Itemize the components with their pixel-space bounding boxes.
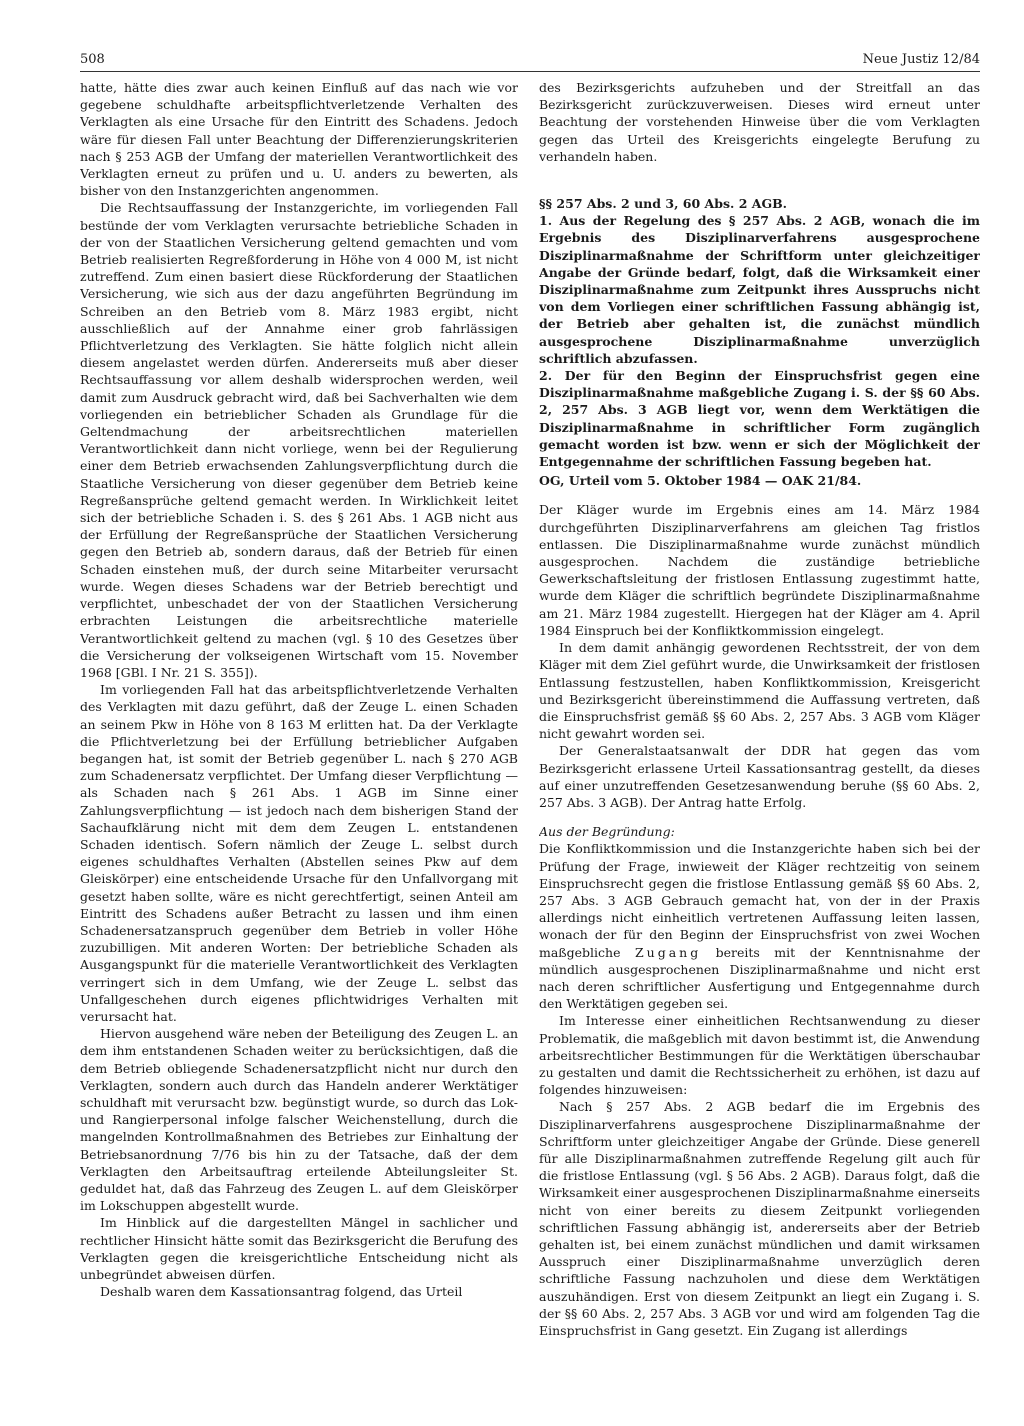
- text-run: Die Konfliktkommission und die Instanzgerichte haben sich bei der Prüfung der Frage, inwieweit der Kläger rechtzeitig von seinem Einspruchsrecht gegen die fristlose Entlassung gemäß §§ 60 Abs. 2, 257 Abs. 3 AGB Gebrauch gemacht hat, von der in der Praxis allerdings nicht einheitlich vertretenen Auffassung leiten lassen, wonach der für den Beginn der Einspruchsfrist von zwei Wochen maßgebliche: [539, 841, 980, 960]
- paragraph: Hiervon ausgehend wäre neben der Beteiligung des Zeugen L. an dem ihm entstandenen Schaden weiter zu berücksichtigen, daß die dem Betrieb obliegende Schadenersatzpflicht nicht nur durch den Verklagten, sondern auch durch das Handeln anderer Werktätiger schuldhaft mit verursacht bzw. begünstigt wurde, so durch das Lok- und Rangierpersonal infolge falscher Weichenstellung, durch die mangelnden Kontrollmaßnahmen des Betriebes zur Einhaltung der Betriebsanordnung 7/76 bis hin zu der Tatsache, daß der dem Verklagten den Arbeitsauftrag erteilende Abteilungsleiter St. geduldet hat, daß das Fahrzeug des Zeugen L. auf dem Gleiskörper im Lokschuppen abgestellt wurde.: [80, 1026, 518, 1214]
- emphasized-term: Zugang: [634, 944, 702, 960]
- journal-issue: Neue Justiz 12/84: [862, 52, 980, 67]
- section-gap: [539, 489, 980, 501]
- headnote-1: 1. Aus der Regelung des § 257 Abs. 2 AGB, wonach die im Ergebnis des Disziplinarverfahrens ausgesprochene Disziplinarmaßnahme der Schriftform unter gleichzeitiger Angabe der Gründe bedarf, folgt, daß die Wirksamkeit einer Disziplinarmaßnahme zum Zeitpunkt ihres Ausspruchs nicht von dem Vorliegen einer schriftlichen Fassung abhängig ist, der Betrieb aber gehalten ist, die zunächst mündlich ausgesprochene Disziplinarmaßnahme unverzüglich schriftlich abzufassen.: [539, 213, 980, 366]
- paragraph: Nach § 257 Abs. 2 AGB bedarf die im Ergebnis des Disziplinarverfahrens ausgesprochene Disziplinarmaßnahme der Schriftform unter gleichzeitiger Angabe der Gründe. Diese generell für alle Disziplinarmaßnahmen zutreffende Regelung gilt auch für die fristlose Entlassung (vgl. § 56 Abs. 2 AGB). Daraus folgt, daß die Wirksamkeit einer ausgesprochenen Disziplinarmaßnahme einerseits nicht von einer bereits zu diesem Zeitpunkt vorliegenden schriftlichen Fassung abhängig ist, andererseits aber der Betrieb gehalten ist, bei einem zunächst mündlichen und damit wirksamen Ausspruch einer Disziplinarmaßnahme unverzüglich deren schriftliche Fassung nachzuholen und diese dem Werktätigen auszuhändigen. Erst von diesem Zeitpunkt an liegt ein Zugang i. S. der §§ 60 Abs. 2, 257 Abs. 3 AGB vor und wird am folgenden Tag die Einspruchsfrist in Gang gesetzt. Ein Zugang ist allerdings: [539, 1099, 980, 1339]
- paragraph: Der Generalstaatsanwalt der DDR hat gegen das vom Bezirksgericht erlassene Urteil Kassationsantrag gestellt, da dieses auf einer unzutreffenden Gesetzesanwendung beruhe (§§ 60 Abs. 2, 257 Abs. 3 AGB). Der Antrag hatte Erfolg.: [539, 743, 980, 810]
- text-run: bereits mit der Kenntnisnahme der mündlich ausgesprochenen Disziplinarmaßnahme und nicht erst nach deren schriftlicher Ausfertigung und Entgegennahme durch den Werktätigen gegeben sei.: [539, 944, 980, 1012]
- court-citation: OG, Urteil vom 5. Oktober 1984 — OAK 21/84.: [539, 473, 862, 489]
- section-gap: [539, 165, 980, 195]
- left-column: [80, 79, 518, 1386]
- header-rule: [80, 71, 980, 72]
- paragraph: Deshalb waren dem Kassationsantrag folgend, das Urteil: [100, 1284, 463, 1300]
- paragraph: hatte, hätte dies zwar auch keinen Einfluß auf das nach wie vor gegebene schuldhafte arbeitspflichtverletzende Verhalten des Verklagten als eine Ursache für den Eintritt des Schadens. Jedoch wäre für diesen Fall unter Beachtung der Differenzierungskriterien nach § 253 AGB der Umfang der materiellen Verantwortlichkeit des Verklagten erneut zu prüfen und u. U. anders zu bewerten, als bisher von den Instanzgerichten angenommen.: [80, 80, 518, 199]
- right-column: [539, 79, 980, 1386]
- paragraph: Die Rechtsauffassung der Instanzgerichte, im vorliegenden Fall bestünde der vom Verklagten verursachte betriebliche Schaden in der von der Staatlichen Versicherung geltend gemachten und vom Betrieb realisierten Regreßforderung in Höhe von 4 000 M, ist nicht zutreffend. Zum einen basiert diese Rückforderung der Staatlichen Versicherung, wie sich aus der dazu angeführten Begründung im Schreiben an den Betrieb vom 8. März 1983 ergibt, nicht ausschließlich auf der Annahme einer grob fahrlässigen Pflichtverletzung des Verklagten. Sie hätte folglich nicht allein diesem angelastet werden dürfen. Andererseits muß aber dieser Rechtsauffassung vor allem deshalb widersprochen werden, weil damit zum Ausdruck gebracht wird, daß bei Sachverhalten wie dem vorliegenden ein betrieblicher Schaden als Grundlage für die Geltendmachung der arbeitsrechtlichen materiellen Verantwortlichkeit dann nicht vorliege, wenn bei der Regulierung einer dem Betrieb erwachsenden Zahlungsverpflichtung durch die Staatliche Versicherung von dieser gegenüber dem Betrieb keine Regreßansprüche geltend gemacht werden. In Wirklichkeit leitet sich der betriebliche Schaden i. S. des § 261 Abs. 1 AGB nicht aus der Erfüllung der Regreßansprüche der Staatlichen Versicherung gegen den Betrieb ab, sondern daraus, daß der Betrieb für einen Schaden einstehen muß, der durch seine Mitarbeiter verursacht wurde. Wegen dieses Schadens war der Betrieb berechtigt und verpflichtet, unbeschadet der von der Staatlichen Versicherung erbrachten Leistungen die arbeitsrechtliche materielle Verantwortlichkeit geltend zu machen (vgl. § 10 des Gesetzes über die Versicherung der volkseigenen Wirtschaft vom 15. November 1968 [GBl. I Nr. 21 S. 355]).: [80, 200, 518, 680]
- headnote-block: [539, 195, 980, 489]
- paragraph: Im Hinblick auf die dargestellten Mängel in sachlicher und rechtlicher Hinsicht hätte somit das Bezirksgericht die Berufung des Verklagten gegen die kreisgerichtliche Entscheidung nicht als unbegründet abweisen dürfen.: [80, 1215, 518, 1283]
- page-header: [80, 50, 980, 70]
- paragraph: Im Interesse einer einheitlichen Rechtsanwendung zu dieser Problematik, die maßgeblich mit davon bestimmt ist, die Anwendung arbeitsrechtlicher Bestimmungen für die Werktätigen überschaubar zu gestalten und damit die Rechtssicherheit zu erhöhen, ist dazu auf folgendes hinzuweisen:: [539, 1013, 980, 1098]
- page-number: 508: [80, 52, 105, 67]
- paragraph: Im vorliegenden Fall hat das arbeitspflichtverletzende Verhalten des Verklagten mit dazu geführt, daß der Zeuge L. einen Schaden an seinem Pkw in Höhe von 8 163 M erlitten hat. Da der Verklagte die Pflichtverletzung bei der Erfüllung betrieblicher Aufgaben begangen hat, ist somit der Betrieb gegenüber L. nach § 270 AGB zum Schadenersatz verpflichtet. Der Umfang dieser Verpflichtung — als Schaden nach § 261 Abs. 1 AGB im Sinne einer Zahlungsverpflichtung — ist jedoch nach dem bisherigen Stand der Sachaufklärung nicht mit dem dem Zeugen L. entstandenen Schaden identisch. Sofern nämlich der Zeuge L. selbst durch eigenes schuldhaftes Verhalten (Abstellen seines Pkw auf dem Gleiskörper) eine entscheidende Ursache für den Unfallvorgang mit gesetzt haben sollte, wäre es nicht gerechtfertigt, seinen Anteil am Eintritt des Schadens außer Betracht zu lassen und ihm einen Schadenersatzanspruch gegenüber dem Betrieb in voller Höhe zuzubilligen. Mit anderen Worten: Der betriebliche Schaden als Ausgangspunkt für die materielle Verantwortlichkeit des Verklagten verringert sich in dem Umfang, wie der Zeuge L. selbst das Unfallgeschehen durch eigenes pflichtwidriges Verhalten mit verursacht hat.: [80, 682, 518, 1024]
- paragraph: [539, 840, 980, 1012]
- paragraph: Der Kläger wurde im Ergebnis eines am 14. März 1984 durchgeführten Disziplinarverfahrens am gleichen Tag fristlos entlassen. Die Disziplinarmaßnahme wurde zunächst mündlich ausgesprochen. Nachdem die zuständige betriebliche Gewerkschaftsleitung der fristlosen Entlassung zugestimmt hatte, wurde dem Kläger die schriftlich begründete Disziplinarmaßnahme am 21. März 1984 zugestellt. Hiergegen hat der Kläger am 4. April 1984 Einspruch bei der Konfliktkommission eingelegt.: [539, 502, 980, 638]
- headnote-2: 2. Der für den Beginn der Einspruchsfrist gegen eine Disziplinarmaßnahme maßgebliche Zugang i. S. der §§ 60 Abs. 2, 257 Abs. 3 AGB liegt vor, wenn dem Werktätigen die Disziplinarmaßnahme in schriftlicher Form zugänglich gemacht worden ist bzw. wenn er sich der Möglichkeit der Entgegennahme der schriftlichen Fassung begeben hat.: [539, 368, 980, 470]
- paragraph: des Bezirksgerichts aufzuheben und der Streitfall an das Bezirksgericht zurückzuverweisen. Dieses wird erneut unter Beachtung der vorstehenden Hinweise über die vom Verklagten gegen das Urteil des Kreisgerichts eingelegte Berufung zu verhandeln haben.: [539, 80, 980, 164]
- norms-heading: §§ 257 Abs. 2 und 3, 60 Abs. 2 AGB.: [539, 196, 788, 212]
- reasons-heading: Aus der Begründung:: [539, 824, 675, 840]
- paragraph: In dem damit anhängig gewordenen Rechtsstreit, der von dem Kläger mit dem Ziel geführt wurde, die Unwirksamkeit der fristlosen Entlassung festzustellen, haben Konfliktkommission, Kreisgericht und Bezirksgericht übereinstimmend die Auffassung vertreten, daß die Einspruchsfrist gemäß §§ 60 Abs. 2, 257 Abs. 3 AGB vom Kläger nicht gewahrt worden sei.: [539, 640, 980, 742]
- section-gap: [539, 811, 980, 823]
